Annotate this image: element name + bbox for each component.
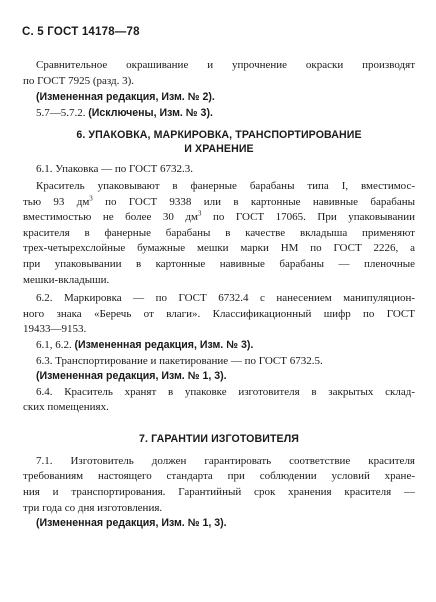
body-line: 6.2. Маркировка — по ГОСТ 6732.4 с нанесением манипуляцион-	[36, 292, 415, 305]
excluded-ref: 5.7—5.7.2.	[36, 106, 86, 119]
body-text: по ГОСТ 9338 или в картонные навивные барабаны	[92, 195, 415, 208]
intro-line: Сравнительное окрашивание и упрочнение окраски производят	[36, 59, 415, 71]
excluded-text: (Исключены, Изм. № 3).	[88, 106, 213, 119]
body-line: трех-четырехслойные бумажные мешки марки НМ по ГОСТ 2226, а	[23, 242, 415, 255]
edit-note	[23, 90, 415, 106]
body-line: мешки-вкладыши.	[23, 273, 110, 286]
section-6-heading	[23, 128, 415, 156]
edit-note-ref: 6.1, 6.2.	[36, 338, 72, 351]
intro-line: по ГОСТ 7925 (разд. 3).	[23, 74, 135, 87]
paragraph-6-1-body	[23, 179, 415, 288]
edit-note	[23, 338, 415, 354]
section-title-line: 6. УПАКОВКА, МАРКИРОВКА, ТРАНСПОРТИРОВАНИЕ	[76, 129, 362, 142]
body-line: при упаковывании в картонные навивные барабаны — пленочные	[23, 257, 415, 270]
cube-superscript: 3	[89, 193, 93, 202]
paragraph-6-3: 6.3. Транспортирование и пакетирование — по ГОСТ 6732.5.	[36, 354, 323, 367]
body-line: красителя в фанерные барабаны в качестве вкладыша применяют	[23, 226, 415, 239]
excluded-note	[23, 106, 415, 122]
edit-note-text: (Измененная редакция, Изм. № 2).	[36, 91, 215, 104]
edit-note-text: (Измененная редакция, Изм. № 3).	[74, 338, 254, 351]
intro-paragraph	[23, 58, 415, 89]
body-text: по ГОСТ 17065. При упаковывании	[201, 211, 416, 224]
body-line: Краситель упаковывают в фанерные барабаны типа I, вместимос-	[36, 179, 415, 192]
body-text: тью 93 дм	[23, 195, 90, 208]
body-line	[23, 210, 415, 226]
edit-note	[23, 516, 415, 532]
body-line: ских помещениях.	[23, 401, 109, 414]
paragraph-6-1: 6.1. Упаковка — по ГОСТ 6732.3.	[36, 163, 193, 176]
body-line: ния и транспортирования. Гарантийный срок хранения красителя —	[23, 486, 415, 499]
edit-note	[23, 369, 415, 385]
body-line: 7.1. Изготовитель должен гарантировать соответствие красителя	[36, 454, 415, 467]
section-7-heading	[23, 432, 415, 446]
body-line: 6.4. Краситель хранят в упаковке изготовителя в закрытых склад-	[36, 385, 415, 398]
paragraph-6-2	[23, 291, 415, 338]
body-line: 19433—9153.	[23, 323, 87, 336]
body-line: ного знака «Беречь от влаги». Классификационный шифр по ГОСТ	[23, 307, 415, 320]
body-line	[23, 195, 415, 211]
body-line: три года со дня изготовления.	[23, 501, 163, 514]
paragraph-7-1	[23, 454, 415, 516]
cube-superscript: 3	[197, 209, 202, 218]
paragraph-6-4	[23, 385, 415, 416]
page-content	[23, 58, 415, 532]
page-header: С. 5 ГОСТ 14178—78	[22, 26, 140, 38]
section-title-line: 7. ГАРАНТИИ ИЗГОТОВИТЕЛЯ	[139, 432, 299, 445]
edit-note-text: (Измененная редакция, Изм. № 1, 3).	[36, 517, 227, 530]
body-text: вместимостью не более 30 дм	[23, 211, 198, 224]
body-line: требованиям настоящего стандарта при соблюдении условий хране-	[23, 470, 415, 483]
section-title-line: И ХРАНЕНИЕ	[184, 143, 254, 156]
edit-note-text: (Измененная редакция, Изм. № 1, 3).	[36, 370, 227, 383]
